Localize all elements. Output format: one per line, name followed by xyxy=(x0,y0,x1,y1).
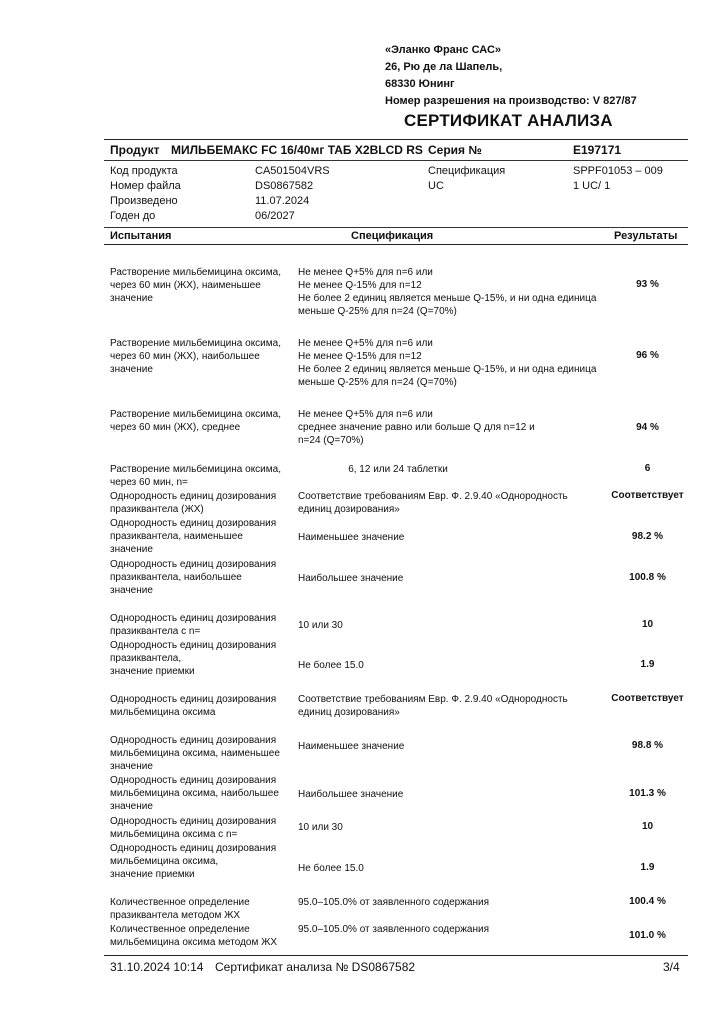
test-line: значение приемки xyxy=(110,666,195,677)
spec-line: 6, 12 или 24 таблетки xyxy=(348,464,448,475)
test-line: через 60 мин (ЖХ), среднее xyxy=(110,422,241,433)
spec-line: единиц дозирования» xyxy=(298,504,400,515)
test-line: Однородность единиц дозирования xyxy=(110,735,277,746)
result-value: 1.9 xyxy=(640,659,655,670)
test-line: мильбемицина оксима xyxy=(110,707,216,718)
result-value: 10 xyxy=(641,619,654,630)
header-specification: Спецификация xyxy=(351,230,434,242)
test-line: через 60 мин (ЖХ), наименьшее xyxy=(110,280,261,291)
spec-line: Не более 2 единиц является меньше Q-15%, и ни одна единица xyxy=(298,293,597,304)
result-value: 1.9 xyxy=(640,862,655,873)
result-value: 96 % xyxy=(636,350,659,361)
test-line: празиквантела, наибольшее xyxy=(110,572,242,583)
result-value: 100.8 % xyxy=(629,572,666,583)
result-value: 6 xyxy=(644,463,651,474)
result-value: 100.4 % xyxy=(629,896,666,907)
test-line: мильбемицина оксима, наибольшее xyxy=(110,788,279,799)
test-line: Растворение мильбемицина оксима, xyxy=(110,338,281,349)
test-line: Однородность единиц дозирования xyxy=(110,816,277,827)
file-number-label: Номер файла xyxy=(110,180,181,192)
specification-label: Спецификация xyxy=(428,165,506,177)
test-line: празиквантела методом ЖХ xyxy=(110,910,240,921)
test-line: Растворение мильбемицина оксима, xyxy=(110,464,281,475)
test-line: значение xyxy=(110,364,153,375)
test-line: Однородность единиц дозирования xyxy=(110,843,277,854)
spec-line: Соответствие требованиям Евр. Ф. 2.9.40 «Однородность xyxy=(298,491,568,502)
address-line-3: 68330 Юнинг xyxy=(385,78,455,90)
test-line: Однородность единиц дозирования xyxy=(110,491,277,502)
spec-line: Наименьшее значение xyxy=(298,741,405,752)
spec-line: Не менее Q-15% для n=12 xyxy=(298,280,422,291)
test-line: Однородность единиц дозирования xyxy=(110,518,277,529)
test-line: мильбемицина оксима методом ЖХ xyxy=(110,937,278,948)
test-line: Растворение мильбемицина оксима, xyxy=(110,409,281,420)
test-line: празиквантела (ЖХ) xyxy=(110,504,204,515)
test-line: мильбемицина оксима, xyxy=(110,856,219,867)
result-value: 101.0 % xyxy=(629,930,666,941)
uc-label: UC xyxy=(428,180,444,192)
spec-line: Не менее Q-15% для n=12 xyxy=(298,351,422,362)
product-top-rule xyxy=(104,139,688,140)
product-label: Продукт xyxy=(110,143,160,157)
product-code-label: Код продукта xyxy=(110,165,178,177)
specification-value: SPPF01053 – 009 xyxy=(573,165,663,177)
expiry-label: Годен до xyxy=(110,210,156,222)
test-line: Количественное определение xyxy=(110,897,250,908)
header-results: Результаты xyxy=(614,230,678,242)
test-line: значение xyxy=(110,293,153,304)
file-number-value: DS0867582 xyxy=(255,180,314,192)
test-line: Растворение мильбемицина оксима, xyxy=(110,267,281,278)
produced-value: 11.07.2024 xyxy=(255,195,310,207)
result-value: 94 % xyxy=(636,422,659,433)
test-line: через 60 мин, n= xyxy=(110,477,188,488)
result-value: 93 % xyxy=(636,279,659,290)
result-value: 98.2 % xyxy=(631,531,664,542)
product-code-value: CA501504VRS xyxy=(255,165,330,177)
test-line: Количественное определение xyxy=(110,924,250,935)
document-title: СЕРТИФИКАТ АНАЛИЗА xyxy=(404,111,613,130)
test-line: Однородность единиц дозирования xyxy=(110,613,277,624)
test-line: значение приемки xyxy=(110,869,195,880)
uc-value: 1 UC/ 1 xyxy=(573,180,611,192)
spec-line: n=24 (Q=70%) xyxy=(298,435,364,446)
test-line: празиквантела, xyxy=(110,653,182,664)
result-value: 101.3 % xyxy=(629,788,666,799)
spec-line: Не более 15.0 xyxy=(298,660,364,671)
produced-label: Произведено xyxy=(110,195,178,207)
spec-line: Наибольшее значение xyxy=(298,789,404,800)
test-line: Однородность единиц дозирования xyxy=(110,559,277,570)
result-value: 98.8 % xyxy=(631,740,664,751)
spec-line: Соответствие требованиям Евр. Ф. 2.9.40 «Однородность xyxy=(298,694,568,705)
manufacturer-address xyxy=(385,42,637,110)
spec-line: Наименьшее значение xyxy=(298,532,405,543)
footer-certificate-number: Сертификат анализа № DS0867582 xyxy=(215,960,416,974)
test-line: значение xyxy=(110,544,153,555)
test-line: Однородность единиц дозирования xyxy=(110,640,277,651)
spec-line: Наибольшее значение xyxy=(298,573,404,584)
product-name: МИЛЬБЕМАКС FC 16/40мг ТАБ X2BLCD RS xyxy=(171,143,423,157)
address-line-4: Номер разрешения на производство: V 827/87 xyxy=(385,95,637,107)
table-header-bottom-rule xyxy=(104,244,688,245)
test-line: мильбемицина оксима, наименьшее xyxy=(110,748,280,759)
series-number: E197171 xyxy=(573,143,622,157)
footer-page-number: 3/4 xyxy=(663,960,680,974)
footer-timestamp: 31.10.2024 10:14 xyxy=(110,960,204,974)
footer-rule xyxy=(104,955,688,956)
spec-line: 10 или 30 xyxy=(298,822,343,833)
series-label: Серия № xyxy=(428,143,482,157)
test-line: значение xyxy=(110,801,153,812)
test-line: значение xyxy=(110,585,153,596)
spec-line: Не менее Q+5% для n=6 или xyxy=(298,338,433,349)
address-line-1: «Эланко Франс САС» xyxy=(385,44,501,56)
table-header-top-rule xyxy=(104,227,688,228)
spec-line: 95.0–105.0% от заявленного содержания xyxy=(298,924,490,935)
header-tests: Испытания xyxy=(110,230,172,242)
spec-line: меньше Q-25% для n=24 (Q=70%) xyxy=(298,377,457,388)
result-value: Соответствует xyxy=(611,490,684,501)
test-line: через 60 мин (ЖХ), наибольшее xyxy=(110,351,260,362)
spec-line: среднее значение равно или больше Q для n=12 и xyxy=(298,422,535,433)
spec-line: единиц дозирования» xyxy=(298,707,400,718)
test-line: празиквантела, наименьшее xyxy=(110,531,243,542)
address-line-2: 26, Рю де ла Шапель, xyxy=(385,61,503,73)
test-line: Однородность единиц дозирования xyxy=(110,694,277,705)
test-line: значение xyxy=(110,761,153,772)
test-line: мильбемицина оксима с n= xyxy=(110,829,238,840)
spec-line: Не менее Q+5% для n=6 или xyxy=(298,267,433,278)
spec-line: Не более 2 единиц является меньше Q-15%, и ни одна единица xyxy=(298,364,597,375)
product-bottom-rule xyxy=(104,160,688,161)
expiry-value: 06/2027 xyxy=(255,210,295,222)
spec-line: меньше Q-25% для n=24 (Q=70%) xyxy=(298,306,457,317)
spec-line: 95.0–105.0% от заявленного содержания xyxy=(298,897,490,908)
result-value: Соответствует xyxy=(611,693,684,704)
result-value: 10 xyxy=(641,821,654,832)
test-line: празиквантела с n= xyxy=(110,626,201,637)
spec-line: Не более 15.0 xyxy=(298,863,364,874)
spec-line: 10 или 30 xyxy=(298,620,343,631)
spec-line: Не менее Q+5% для n=6 или xyxy=(298,409,433,420)
test-line: Однородность единиц дозирования xyxy=(110,775,277,786)
